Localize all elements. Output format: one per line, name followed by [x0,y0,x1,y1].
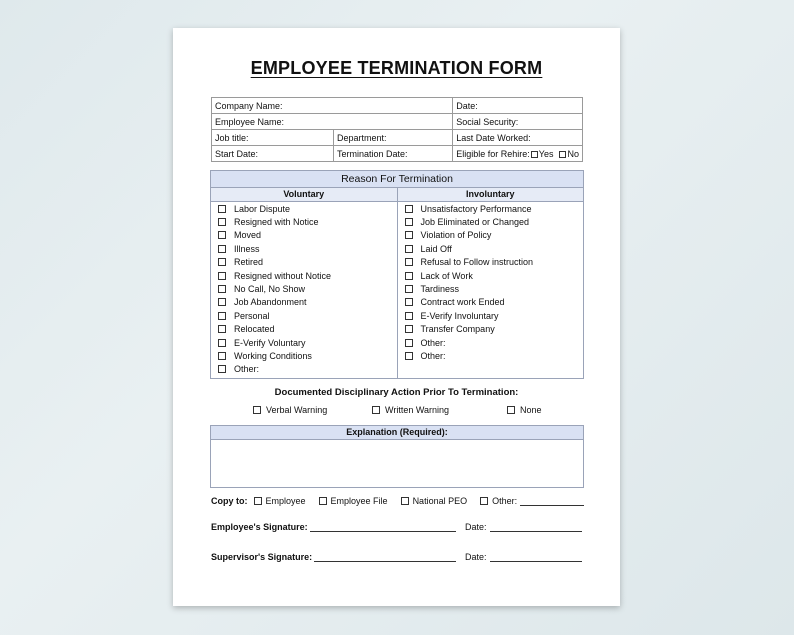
involuntary-option[interactable] [398,323,584,336]
involuntary-option[interactable] [398,336,584,349]
option-label: Written Warning [385,405,450,415]
checkbox[interactable] [405,298,413,306]
checkbox[interactable] [218,339,226,347]
checkbox[interactable] [253,406,261,414]
rehire-yes-checkbox[interactable] [531,151,538,158]
involuntary-header: Involuntary [398,188,584,202]
option-label: Other: [420,350,446,361]
option-label: Retired [234,257,264,268]
voluntary-option[interactable] [211,336,397,349]
checkbox[interactable] [405,258,413,266]
checkbox[interactable] [218,325,226,333]
option-label: Job Abandonment [234,297,307,308]
explanation-title: Explanation (Required): [211,426,583,440]
voluntary-option[interactable] [211,256,397,269]
voluntary-option[interactable] [211,269,397,282]
copy-national-peo-option[interactable] [401,496,468,506]
option-label: Refusal to Follow instruction [420,257,534,268]
involuntary-list [398,202,584,363]
checkbox[interactable] [218,218,226,226]
date-label: Date: [465,522,487,532]
checkbox[interactable] [372,406,380,414]
voluntary-option[interactable] [211,242,397,255]
option-label: E-Verify Involuntary [420,310,499,321]
date-label: Date: [465,552,487,562]
voluntary-option[interactable] [211,229,397,242]
option-label: Resigned without Notice [234,270,332,281]
option-label: National PEO [412,496,468,506]
option-label: Transfer Company [420,324,495,335]
option-label: Illness [234,243,260,254]
supervisor-signature-row [211,552,456,562]
option-label: Job Eliminated or Changed [420,217,530,228]
voluntary-column [211,188,398,378]
employee-signature-label: Employee's Signature: [211,522,308,532]
option-label: None [520,405,542,415]
voluntary-option[interactable] [211,309,397,322]
involuntary-option[interactable] [398,309,584,322]
involuntary-option[interactable] [398,202,584,215]
employee-signature-line[interactable] [310,522,456,532]
eligible-for-rehire-field [453,146,583,162]
job-title-field[interactable]: Job title: [212,130,334,146]
employee-info-table [211,97,583,162]
checkbox[interactable] [218,245,226,253]
supervisor-date-row [465,552,582,562]
reason-title: Reason For Termination [211,171,583,188]
involuntary-option[interactable] [398,269,584,282]
termination-date-field[interactable]: Termination Date: [334,146,453,162]
option-label: Personal [234,310,270,321]
supervisor-signature-line[interactable] [314,552,456,562]
checkbox[interactable] [405,285,413,293]
checkbox[interactable] [480,497,488,505]
employee-signature-row [211,522,456,532]
explanation-box[interactable] [210,425,584,488]
checkbox[interactable] [218,312,226,320]
option-label: Resigned with Notice [234,217,319,228]
involuntary-option[interactable] [398,242,584,255]
checkbox[interactable] [218,365,226,373]
option-label: E-Verify Voluntary [234,337,306,348]
option-label: Verbal Warning [266,405,328,415]
voluntary-option[interactable] [211,296,397,309]
option-label: Other: [234,364,260,375]
option-label: Employee [265,496,306,506]
option-label: Other: [492,496,518,506]
involuntary-option[interactable] [398,349,584,362]
checkbox[interactable] [218,285,226,293]
reason-section [210,170,584,379]
checkbox[interactable] [319,497,327,505]
voluntary-option[interactable] [211,202,397,215]
form-page [173,28,620,606]
checkbox[interactable] [405,245,413,253]
involuntary-option[interactable] [398,296,584,309]
checkbox[interactable] [405,272,413,280]
written-warning-option[interactable] [372,405,449,415]
voluntary-option[interactable] [211,282,397,295]
disciplinary-title: Documented Disciplinary Action Prior To Termination: [274,387,519,398]
voluntary-option[interactable] [211,363,397,376]
copy-to-row [211,496,584,506]
voluntary-option[interactable] [211,323,397,336]
checkbox[interactable] [401,497,409,505]
voluntary-list [211,202,397,376]
checkbox[interactable] [405,218,413,226]
checkbox[interactable] [507,406,515,414]
employee-date-line[interactable] [490,522,582,532]
option-label: Tardiness [420,284,460,295]
checkbox[interactable] [405,205,413,213]
checkbox[interactable] [405,312,413,320]
form-title: EMPLOYEE TERMINATION FORM [250,58,543,78]
voluntary-option[interactable] [211,349,397,362]
rehire-yes-label: Yes [538,148,554,159]
checkbox[interactable] [218,298,226,306]
date-field[interactable]: Date: [453,98,583,114]
rehire-no-label: No [567,148,579,159]
option-label: Contract work Ended [420,297,505,308]
copy-employee-option[interactable] [254,496,306,506]
option-label: No Call, No Show [234,284,306,295]
option-label: Labor Dispute [234,203,291,214]
voluntary-option[interactable] [211,215,397,228]
eligible-for-rehire-label: Eligible for Rehire: [456,148,530,159]
option-label: Working Conditions [234,350,312,361]
checkbox[interactable] [218,258,226,266]
checkbox[interactable] [405,231,413,239]
department-field[interactable]: Department: [334,130,453,146]
involuntary-column [398,188,584,378]
copy-to-label: Copy to: [211,496,248,506]
checkbox[interactable] [218,231,226,239]
copy-other-line[interactable] [520,496,584,506]
checkbox[interactable] [218,272,226,280]
checkbox[interactable] [254,497,262,505]
social-security-field[interactable]: Social Security: [453,114,583,130]
involuntary-option[interactable] [398,282,584,295]
involuntary-option[interactable] [398,229,584,242]
employee-name-field[interactable]: Employee Name: [212,114,453,130]
supervisor-date-line[interactable] [490,552,582,562]
option-label: Unsatisfactory Performance [420,203,532,214]
option-label: Laid Off [420,243,452,254]
start-date-field[interactable]: Start Date: [212,146,334,162]
option-label: Violation of Policy [420,230,492,241]
option-label: Employee File [330,496,388,506]
verbal-warning-option[interactable] [253,405,327,415]
last-date-worked-field[interactable]: Last Date Worked: [453,130,583,146]
checkbox[interactable] [405,339,413,347]
involuntary-option[interactable] [398,256,584,269]
none-option[interactable] [507,405,542,415]
checkbox[interactable] [218,352,226,360]
copy-other-option[interactable] [480,496,584,506]
company-name-field[interactable]: Company Name: [212,98,453,114]
option-label: Moved [234,230,262,241]
checkbox[interactable] [218,205,226,213]
involuntary-option[interactable] [398,215,584,228]
option-label: Lack of Work [420,270,473,281]
option-label: Relocated [234,324,275,335]
employee-date-row [465,522,582,532]
option-label: Other: [420,337,446,348]
checkbox[interactable] [405,325,413,333]
supervisor-signature-label: Supervisor's Signature: [211,552,313,562]
checkbox[interactable] [405,352,413,360]
voluntary-header: Voluntary [211,188,397,202]
copy-employee-file-option[interactable] [319,496,388,506]
rehire-no-checkbox[interactable] [559,151,566,158]
